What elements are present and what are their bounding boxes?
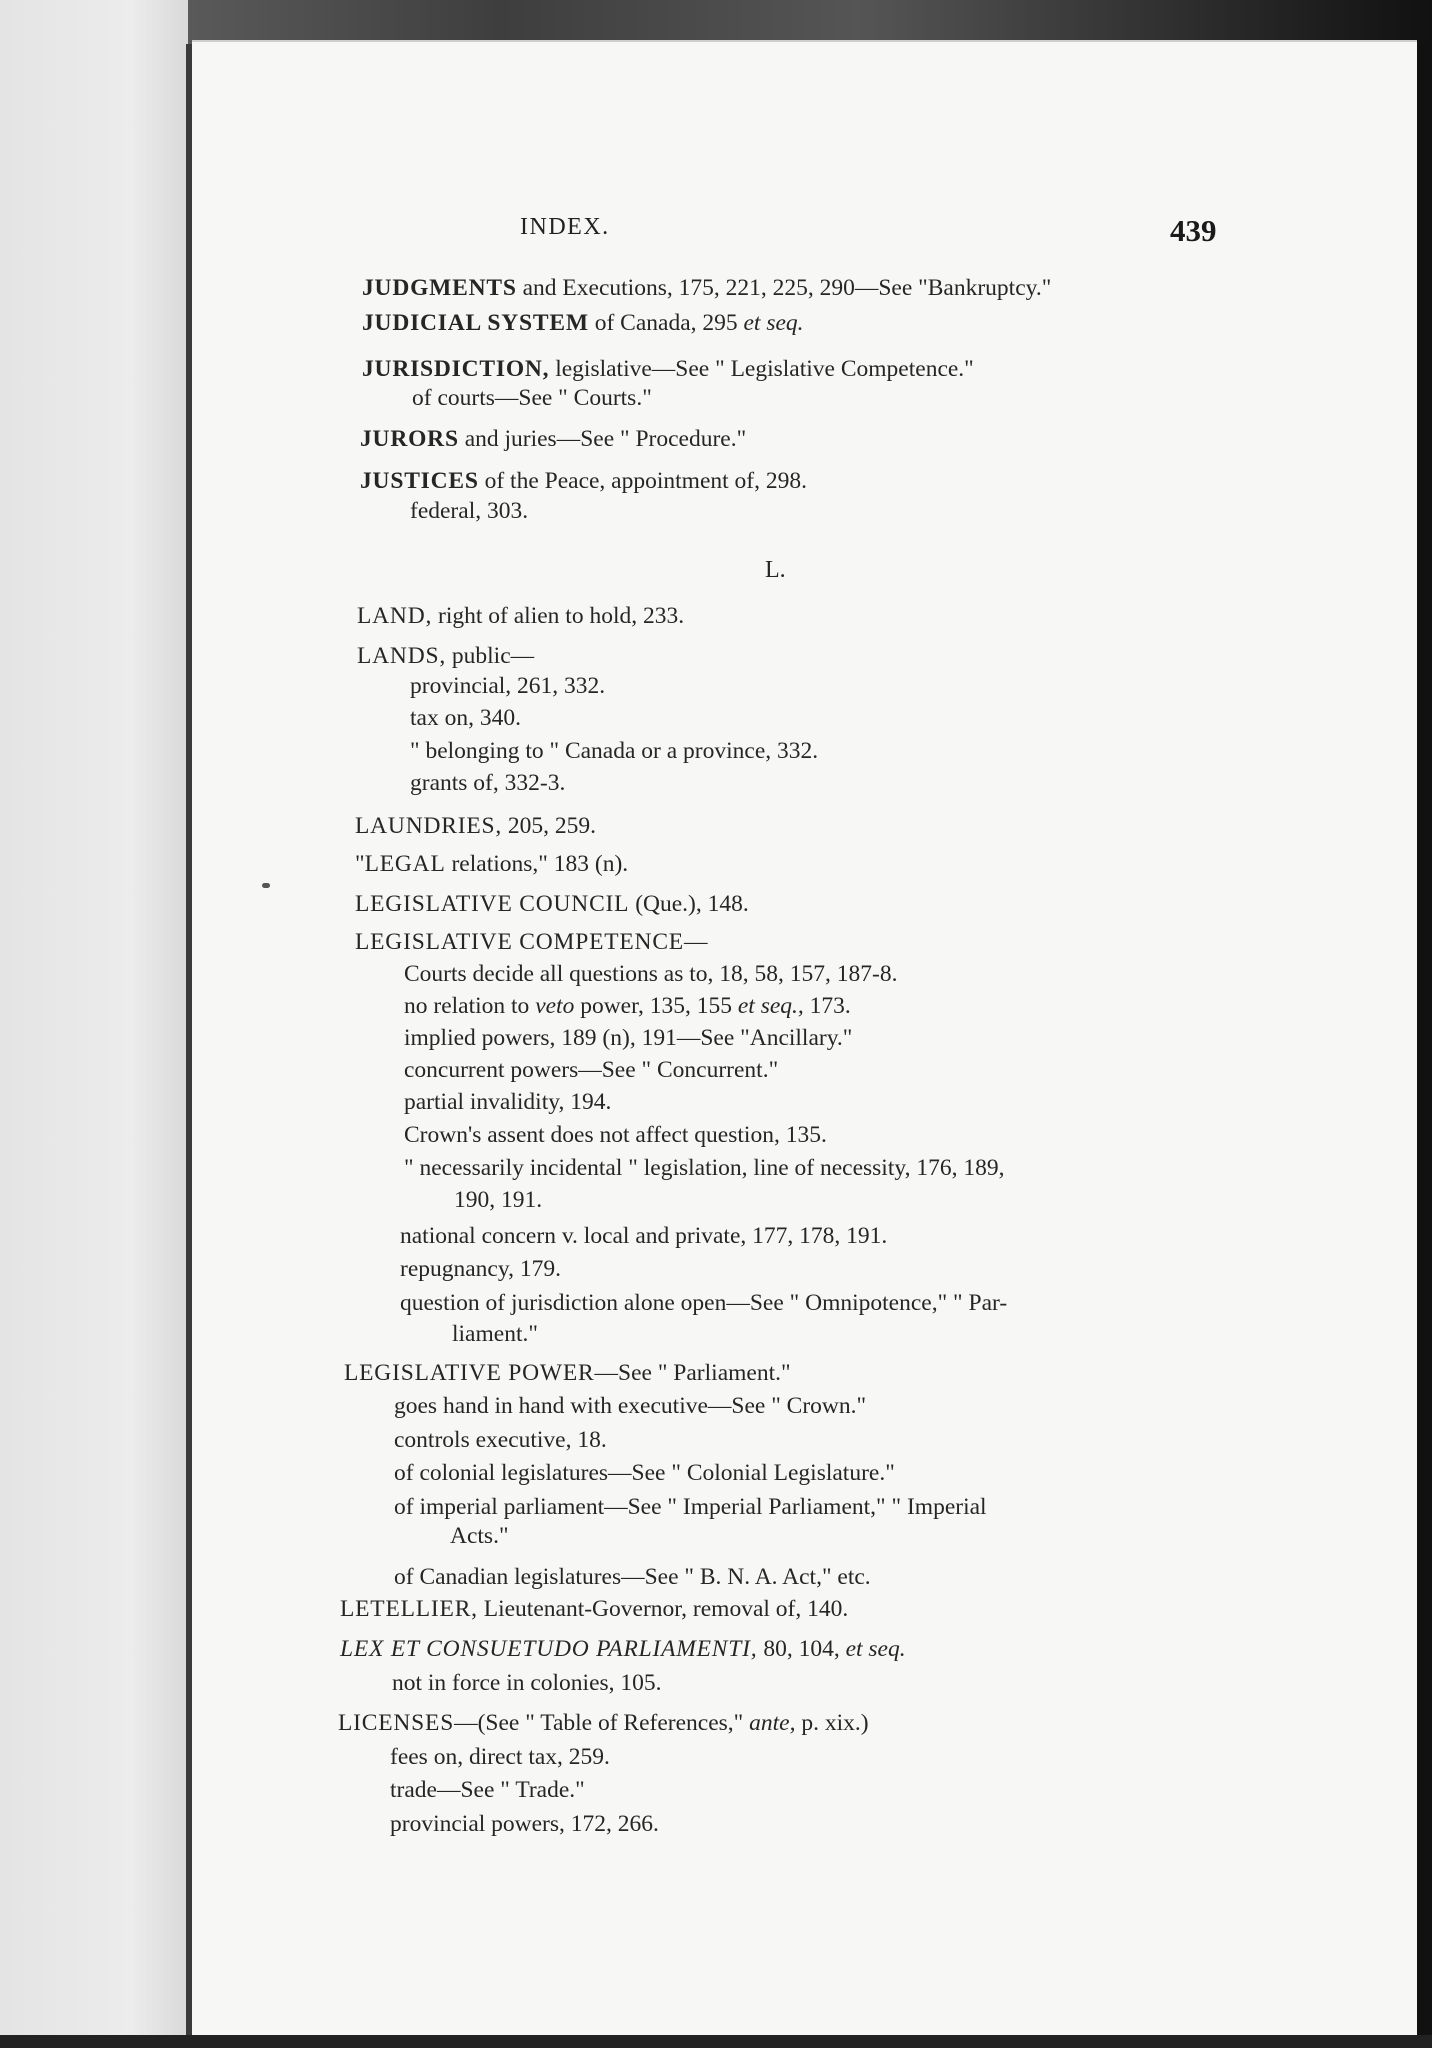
index-entry: LANDS, public— xyxy=(357,643,535,669)
index-subentry: controls executive, 18. xyxy=(394,1427,607,1453)
index-entry: LICENSES—(See " Table of References," ante, p. xix.) xyxy=(338,1710,869,1736)
index-subentry: Crown's assent does not affect question, 135. xyxy=(404,1122,827,1148)
running-head: INDEX. xyxy=(520,214,610,240)
index-subentry: of courts—See " Courts." xyxy=(412,385,652,411)
index-entry: JURORS and juries—See " Procedure." xyxy=(360,426,747,452)
index-entry: LAND, right of alien to hold, 233. xyxy=(357,603,685,629)
index-entry: LEGISLATIVE COUNCIL (Que.), 148. xyxy=(355,891,749,917)
index-subentry: tax on, 340. xyxy=(410,705,521,731)
index-entry: JURISDICTION, legislative—See " Legislative Competence." xyxy=(362,356,974,382)
index-entry: JUDICIAL SYSTEM of Canada, 295 et seq. xyxy=(362,310,804,336)
scan-bottom-border xyxy=(0,2035,1432,2048)
facing-page-margin xyxy=(0,0,188,2048)
index-continuation: Acts." xyxy=(450,1523,509,1549)
index-subentry: goes hand in hand with executive—See " Crown." xyxy=(394,1393,867,1419)
page-number: 439 xyxy=(1170,213,1217,248)
index-subentry: implied powers, 189 (n), 191—See "Ancillary." xyxy=(404,1025,853,1051)
index-entry: JUDGMENTS and Executions, 175, 221, 225, 290—See "Bankruptcy." xyxy=(362,275,1052,301)
section-letter: L. xyxy=(765,557,786,583)
index-continuation: 190, 191. xyxy=(454,1187,543,1213)
index-subentry: partial invalidity, 194. xyxy=(404,1089,612,1115)
index-subentry: " necessarily incidental " legislation, line of necessity, 176, 189, xyxy=(404,1155,1005,1181)
index-subentry: provincial, 261, 332. xyxy=(410,673,606,699)
index-subentry: concurrent powers—See " Concurrent." xyxy=(404,1057,779,1083)
index-subentry: provincial powers, 172, 266. xyxy=(390,1811,659,1837)
index-subentry: of imperial parliament—See " Imperial Parliament," " Imperial xyxy=(394,1494,987,1520)
index-entry: "LEGAL relations," 183 (n). xyxy=(355,851,629,877)
ink-speck xyxy=(262,883,270,888)
index-subentry: national concern v. local and private, 177, 178, 191. xyxy=(400,1223,888,1249)
index-subentry: of colonial legislatures—See " Colonial Legislature." xyxy=(394,1460,895,1486)
index-continuation: liament." xyxy=(452,1321,538,1347)
index-subentry: trade—See " Trade." xyxy=(390,1777,585,1803)
index-subentry: not in force in colonies, 105. xyxy=(392,1670,662,1696)
index-subentry: " belonging to " Canada or a province, 332. xyxy=(410,738,819,764)
index-subentry: of Canadian legislatures—See " B. N. A. Act," etc. xyxy=(394,1564,871,1590)
scan-right-border xyxy=(1417,44,1432,2048)
index-entry: JUSTICES of the Peace, appointment of, 298. xyxy=(360,468,807,494)
index-subentry: no relation to veto power, 135, 155 et seq., 173. xyxy=(404,993,851,1019)
index-entry: LAUNDRIES, 205, 259. xyxy=(355,813,597,839)
index-entry: LEX ET CONSUETUDO PARLIAMENTI, 80, 104, et seq. xyxy=(340,1636,906,1662)
index-subentry: grants of, 332-3. xyxy=(410,770,566,796)
index-subentry: fees on, direct tax, 259. xyxy=(390,1744,610,1770)
index-subentry: repugnancy, 179. xyxy=(400,1256,561,1282)
index-entry: LEGISLATIVE COMPETENCE— xyxy=(355,929,709,955)
index-entry: LEGISLATIVE POWER—See " Parliament." xyxy=(344,1360,791,1386)
index-subentry: Courts decide all questions as to, 18, 58, 157, 187-8. xyxy=(404,961,898,987)
index-entry: LETELLIER, Lieutenant-Governor, removal of, 140. xyxy=(340,1596,849,1622)
index-subentry: question of jurisdiction alone open—See " Omnipotence," " Par- xyxy=(400,1290,1008,1316)
index-subentry: federal, 303. xyxy=(410,498,529,524)
